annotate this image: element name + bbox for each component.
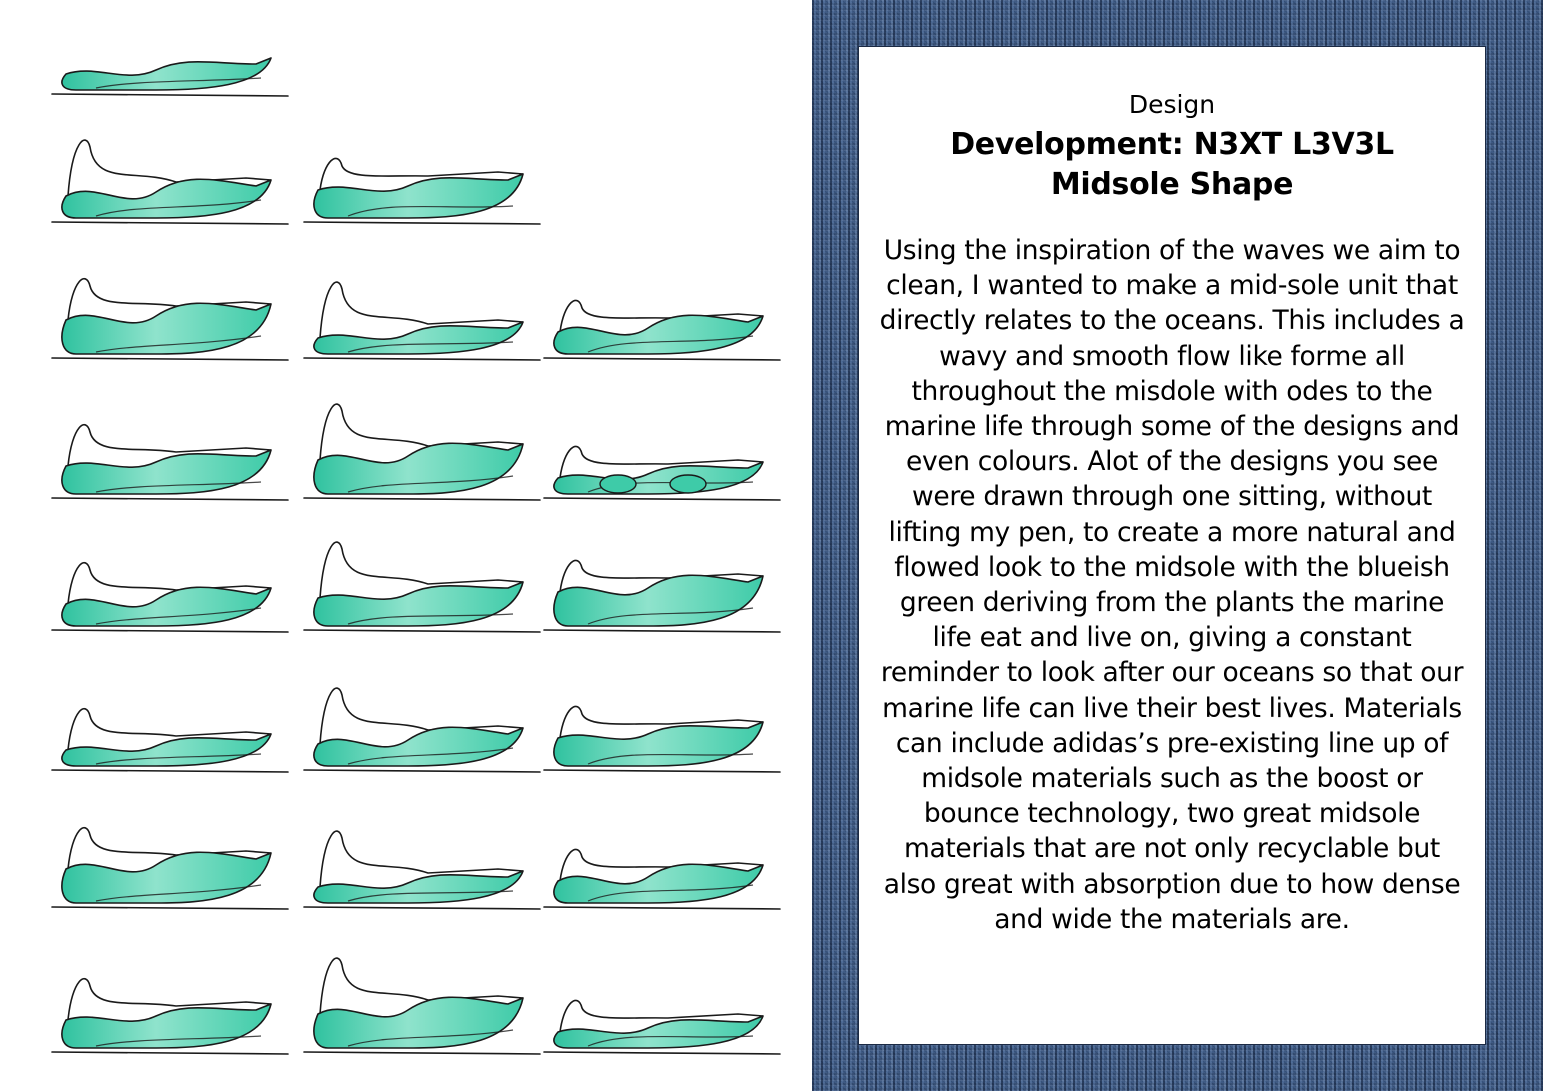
description-card [858, 46, 1486, 1045]
midsole-sketch [304, 404, 540, 500]
midsole-sketch [544, 300, 780, 360]
midsole-sketch [304, 542, 540, 632]
midsole-sketch [52, 709, 288, 772]
midsole-sketch [544, 560, 780, 632]
midsole-sketch [544, 446, 780, 500]
card-body-text: Using the inspiration of the waves we aim to clean, I wanted to make a mid-sole unit that directly relates to the oceans. This includes a wavy and smooth flow like forme all throughout the misdole with odes to the marine life through some of the designs and even colours. Alot of the designs you see were drawn through one sitting, without lifting my pen, to create a more natural and flowed look to the midsole with the blueish green deriving from the plants the marine life eat and live on, giving a constant reminder to look after our oceans so that our marine life can live their best lives. Materials can include adidas’s pre-existing line up of midsole materials such as the boost or bounce technology, two great midsole materials that are not only recyclable but also great with absorption due to how dense and wide the materials are. [879, 235, 1465, 935]
midsole-sketch [304, 688, 540, 772]
midsole-sketch [52, 563, 288, 632]
midsole-sketch [544, 706, 780, 772]
midsole-sketch [52, 828, 288, 909]
midsole-sketch [304, 282, 540, 360]
midsole-sketch [544, 849, 780, 909]
card-eyebrow: Design [1128, 90, 1216, 119]
midsole-sketch [304, 158, 540, 224]
card-title: Development: N3XT L3V3L Midsole Shape [950, 127, 1394, 202]
midsole-sketch [52, 425, 288, 500]
midsole-sketch [304, 958, 540, 1054]
midsole-sketch [52, 58, 288, 96]
midsole-sketch [304, 831, 540, 909]
midsole-sketch [52, 979, 288, 1054]
midsole-sketch [52, 279, 288, 360]
midsole-sketch [544, 1000, 780, 1054]
midsole-sketch [52, 140, 288, 224]
